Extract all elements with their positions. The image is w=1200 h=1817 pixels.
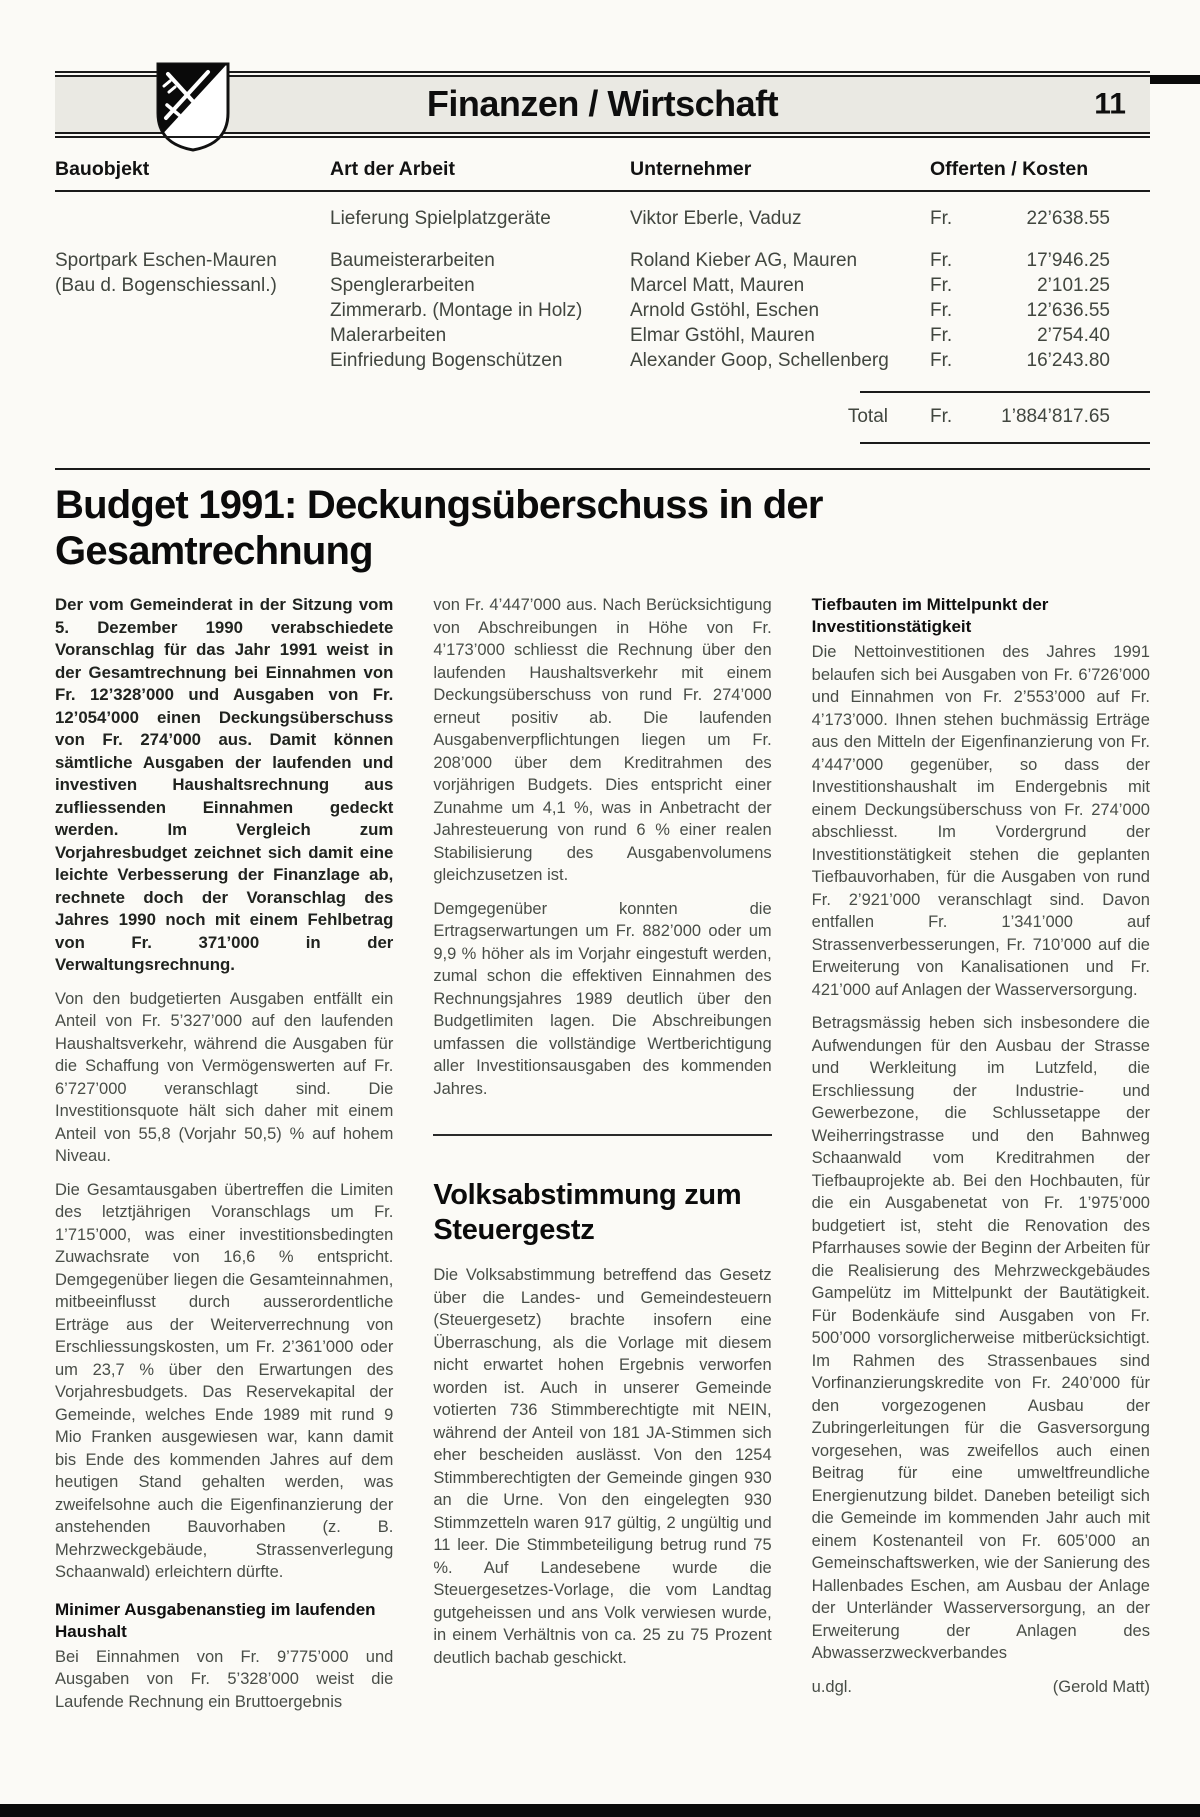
page-content	[0, 75, 1200, 1724]
section-title: Finanzen / Wirtschaft	[426, 82, 779, 124]
article-title: Budget 1991: Deckungsüberschuss in der Gesamtrechnung	[55, 483, 823, 573]
section-header-band	[55, 75, 1150, 134]
bauobjekt-cell	[55, 348, 330, 373]
bauobjekt-cell	[55, 298, 330, 323]
total-row	[55, 404, 1150, 429]
article-column-2	[433, 594, 771, 1724]
bauobjekt-cell: (Bau d. Bogenschiessanl.)	[55, 275, 277, 296]
work-cell: Malerarbeiten	[330, 325, 447, 346]
total-rule-bottom	[860, 442, 1150, 444]
page-number: 11	[1094, 86, 1126, 120]
table-row	[55, 323, 1150, 348]
table-header-row	[55, 158, 1150, 181]
contractor-cell: Alexander Goop, Schellenberg	[630, 350, 889, 371]
work-cell: Zimmerarb. (Montage in Holz)	[330, 300, 583, 321]
currency-label: Fr.	[930, 275, 953, 296]
currency-label: Fr.	[930, 208, 953, 229]
amount-cell: 17’946.25	[1026, 250, 1110, 271]
paragraph: Bei Einnahmen von Fr. 9’775’000 und Ausgaben von Fr. 5’328’000 weist die Laufende Rechnung ein Bruttoergebnis	[55, 1647, 394, 1711]
currency-label: Fr.	[930, 406, 953, 427]
paragraph: von Fr. 4’447’000 aus. Nach Berücksichtigung von Abschreibungen in Höhe von Fr. 4’173’000 schliesst die Rechnung über den laufenden Haushaltsverkehr mit einem Deckungsüberschuss von rund Fr. 274’000 erneut positiv ab. Die laufenden Ausgabenverpflichtungen liegen um Fr. 208’000 über dem Kreditrahmen des vorjährigen Budgets. Dies entspricht einer Zunahme um 4,1 %, was in Anbetracht der Jahresteuerung von rund 6 % einer realen Stabilisierung des Ausgabenvolumens gleichzusetzen ist.	[433, 596, 772, 884]
amount-cell: 2’754.40	[1037, 325, 1110, 346]
section-heading-volksabstimmung: Volksabstimmung zum Steuergestz	[433, 1179, 742, 1246]
bauobjekt-cell: Sportpark Eschen-Mauren	[55, 250, 277, 271]
contractor-cell: Elmar Gstöhl, Mauren	[630, 325, 815, 346]
work-cell: Baumeisterarbeiten	[330, 250, 495, 271]
bauobjekt-cell	[55, 206, 330, 231]
lead-paragraph: Der vom Gemeinderat in der Sitzung vom 5. Dezember 1990 verabschiedete Voranschlag für das Jahr 1991 weist in der Gesamtrechnung bei Einnahmen von Fr. 12’328’000 und Ausgaben von Fr. 12’054’000 einen Deckungsüberschuss von Fr. 274’000 aus. Damit können sämtliche Ausgaben der laufenden und investiven Haushaltsrechnung aus zufliessenden Einnahmen gedeckt werden. Im Vergleich zum Vorjahresbudget zeichnet sich damit eine leichte Verbesserung der Finanzlage ab, rechnete doch der Voranschlag des Jahres 1990 noch mit einem Fehlbetrag von Fr. 371’000 in der Verwaltungsrechnung.	[55, 595, 394, 974]
column-header-unternehmer: Unternehmer	[630, 158, 752, 180]
contractor-cell: Viktor Eberle, Vaduz	[630, 208, 802, 229]
subheading-tiefbauten: Tiefbauten im Mittelpunkt der Investitionstätigkeit	[811, 595, 1049, 636]
closing-abbreviation: u.dgl.	[811, 1677, 853, 1696]
paragraph: Die Volksabstimmung betreffend das Gesetz über die Landes- und Gemeindesteuern (Steuergesetz) brachte insofern eine Überraschung, als die Vorlage mit diesem nicht erwartet hohen Ergebnis verworfen worden ist. Auch in unserer Gemeinde votierten 736 Stimmberechtigte mit NEIN, während der Anteil von 181 JA-Stimmen sich eher bescheiden auslässt. Von den 1254 Stimmberechtigten der Gemeinde gingen 930 an die Urne. Von den eingelegten 930 Stimmzetteln waren 917 gültig, 2 ungültig und 11 leer. Die Stimmbeteiligung betrug rund 75 %. Auf Landesebene wurde die Steuergesetzes-Vorlage, die vom Landtag gutgeheissen und ans Volk verwiesen wurde, in einem Verhältnis von ca. 25 zu 75 Prozent deutlich bachab geschickt.	[433, 1266, 772, 1667]
paragraph: Von den budgetierten Ausgaben entfällt ein Anteil von Fr. 5’327’000 auf den laufenden Haushaltsverkehr, während die Ausgaben für die Schaffung von Vermögenswerten auf Fr. 6’727’000 veranschlagt sind. Die Investitionsquote hält sich daher mit einem Anteil von 55,8 (Vorjahr 50,5) % auf hohem Niveau.	[55, 989, 394, 1165]
table-header-rule	[55, 190, 1150, 192]
paragraph: Betragsmässig heben sich insbesondere die Aufwendungen für den Ausbau der Strasse und Werkleitung im Lutzfeld, die Erschliessung der Industrie- und Gewerbezone, die Schlussetappe der Weiherringstrasse und den Bahnweg Schaanwald vom Kreditrahmen der Tiefbauprojekte ab. Bei den Hochbauten, für die ein Ausgabenetat von Fr. 1’975’000 budgetiert ist, steht die Renovation des Pfarrhauses sowie der Beginn der Arbeiten für die Realisierung des Mehrzweckgebäudes Gampelütz im Mittelpunkt der Bautätigkeit. Für Bodenkäufe sind Ausgaben von Fr. 500’000 vorsorglicherweise mitberücksichtigt. Im Rahmen des Strassenbaues sind Vorfinanzierungskredite von Fr. 240’000 für den vorgezogenen Ausbau der Zubringerleitungen für die Gasversorgung vorgesehen, was zweifellos auch einen Beitrag für eine umweltfreundliche Energienutzung bildet. Daneben beteiligt sich die Gemeinde im kommenden Jahr auch mit einem Kostenanteil von Fr. 605’000 an Gemeinschaftswerken, wie der Sanierung des Hallenbades Eschen, am Ausbau der Anlage der Unterländer Wasserversorgung, an der Erweiterung der Anlagen des Abwasserzweckverbandes	[811, 1014, 1150, 1662]
column-header-arbeit: Art der Arbeit	[330, 158, 455, 180]
column-header-bauobjekt: Bauobjekt	[55, 158, 150, 180]
newspaper-page	[0, 75, 1200, 1817]
currency-label: Fr.	[930, 250, 953, 271]
table-row	[55, 273, 1150, 298]
currency-label: Fr.	[930, 325, 953, 346]
total-amount: 1’884’817.65	[1001, 406, 1110, 427]
table-row	[55, 298, 1150, 323]
paragraph: Die Gesamtausgaben übertreffen die Limiten des letztjährigen Voranschlags um Fr. 1’715’000, was einer investitionsbedingten Zuwachsrate von 16,6 % entspricht. Demgegenüber liegen die Gesamteinnahmen, mitbeeinflusst durch ausserordentliche Erträge aus der Weiterverrechnung von Erschliessungskosten, um Fr. 2’361’000 oder um 23,7 % über den Erwartungen des Vorjahresbudgets. Das Reservekapital der Gemeinde, welches Ende 1989 mit rund 9 Mio Franken ausgewiesen war, kann damit bis Ende des kommenden Jahres auf dem heutigen Stand gehalten werden, was zweifelsohne auch die Eigenfinanzierung der anstehenden Bauvorhaben (z. B. Mehrzweckgebäude, Strassenverlegung Schaanwald) erleichtern dürfte.	[55, 1180, 394, 1581]
total-label: Total	[847, 406, 888, 427]
paragraph: Die Nettoinvestitionen des Jahres 1991 belaufen sich bei Ausgaben von Fr. 6’726’000 und Einnahmen von Fr. 2’553’000 auf Fr. 4’173’000. Ihnen stehen buchmässig Erträge aus den Mitteln der Eigenfinanzierung von Fr. 4’447’000 gegenüber, so dass der Investitionshaushalt im Endergebnis mit einem Deckungsüberschuss von Fr. 274’000 abschliesst. Im Vordergrund der Investitionstätigkeit stehen die geplanten Tiefbauvorhaben, für die Ausgaben von rund Fr. 2’921’000 veranschlagt sind. Davon entfallen Fr. 1’341’000 auf Strassenverbesserungen, Fr. 710’000 auf die Erweiterung von Kanalisationen und Fr. 421’000 auf Anlagen der Wasserversorgung.	[811, 643, 1150, 999]
currency-label: Fr.	[930, 300, 953, 321]
work-cell: Einfriedung Bogenschützen	[330, 350, 563, 371]
amount-cell: 16’243.80	[1026, 350, 1110, 371]
amount-cell: 12’636.55	[1026, 300, 1110, 321]
contractor-cell: Marcel Matt, Mauren	[630, 275, 805, 296]
closing-line	[812, 1676, 1150, 1699]
article-columns	[55, 594, 1150, 1724]
article-column-3	[812, 594, 1150, 1724]
amount-cell: 22’638.55	[1026, 208, 1110, 229]
column-header-offerten: Offerten / Kosten	[930, 158, 1089, 180]
contractor-cell: Arnold Gstöhl, Eschen	[630, 300, 820, 321]
table-row	[55, 248, 1150, 273]
column-divider-rule	[433, 1134, 771, 1136]
article-column-1	[55, 594, 393, 1724]
bottom-edge-print-bar	[0, 1804, 1200, 1817]
cost-table	[55, 158, 1150, 444]
table-row	[55, 206, 1150, 231]
total-rule-top	[860, 391, 1150, 393]
byline: (Gerold Matt)	[1052, 1677, 1150, 1696]
article-divider-rule	[55, 468, 1150, 470]
paragraph: Demgegenüber konnten die Ertragserwartungen um Fr. 882’000 oder um 9,9 % höher als im Vorjahr eingestuft werden, zumal schon die effektiven Einnahmen des Rechnungsjahres 1989 deutlich über den Budgetlimiten lagen. Die Abschreibungen umfassen die vollständige Wertberichtigung aller Investitionsausgaben des kommenden Jahres.	[433, 899, 772, 1098]
table-row	[55, 348, 1150, 373]
work-cell: Lieferung Spielplatzgeräte	[330, 208, 551, 229]
amount-cell: 2’101.25	[1037, 275, 1110, 296]
currency-label: Fr.	[930, 350, 953, 371]
contractor-cell: Roland Kieber AG, Mauren	[630, 250, 858, 271]
work-cell: Spenglerarbeiten	[330, 275, 475, 296]
subheading-ausgabenanstieg: Minimer Ausgabenanstieg im laufenden Haushalt	[55, 1599, 376, 1641]
bauobjekt-cell	[55, 323, 330, 348]
